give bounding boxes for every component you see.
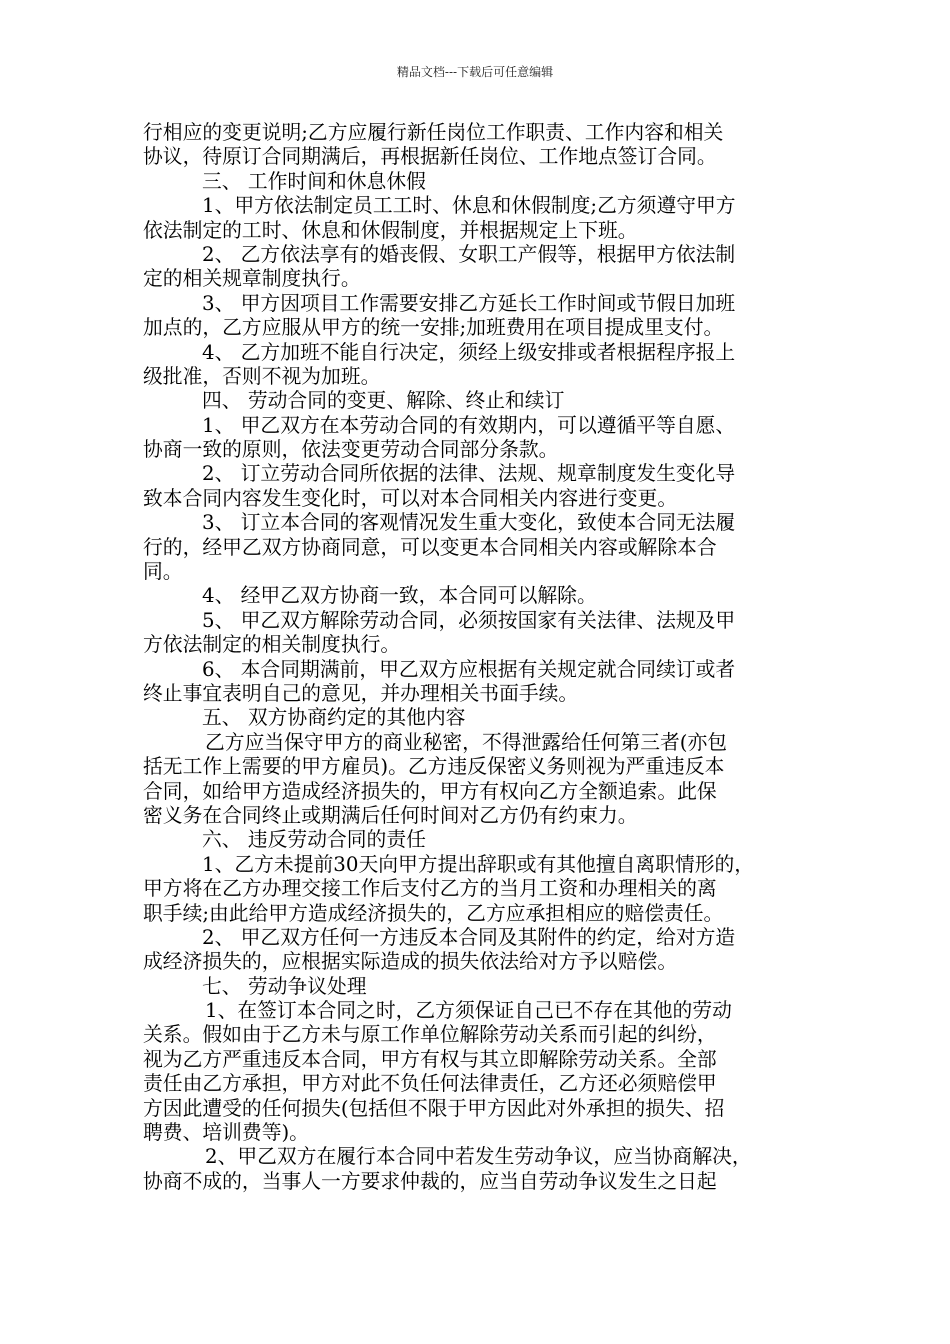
text-line: 致本合同内容发生变化时，可以对本合同相关内容进行变更。	[143, 486, 678, 510]
text-line: 四、 劳动合同的变更、解除、终止和续订	[202, 389, 565, 413]
text-line: 1、乙方未提前30天向甲方提出辞职或有其他擅自离职情形的，	[202, 852, 755, 876]
text-line: 合同，如给甲方造成经济损失的，甲方有权向乙方全额追索。此保	[143, 779, 717, 803]
text-line: 级批准，否则不视为加班。	[143, 364, 381, 388]
text-line: 2、 订立劳动合同所依据的法律、法规、规章制度发生变化导	[202, 462, 736, 486]
text-line: 关系。假如由于乙方未与原工作单位解除劳动关系而引起的纠纷，	[143, 1023, 717, 1047]
text-line: 七、 劳动争议处理	[202, 974, 367, 998]
text-line: 1、在签订本合同之时，乙方须保证自己已不存在其他的劳动	[205, 999, 732, 1023]
text-line: 成经济损失的，应根据实际造成的损失依法给对方予以赔偿。	[143, 950, 678, 974]
text-line: 6、 本合同期满前，甲乙双方应根据有关规定就合同续订或者	[202, 657, 736, 681]
text-line: 三、 工作时间和休息休假	[202, 169, 426, 193]
text-line: 3、 订立本合同的客观情况发生重大变化，致使本合同无法履	[202, 511, 736, 535]
text-line: 方因此遭受的任何损失(包括但不限于甲方因此对外承担的损失、招	[143, 1096, 725, 1120]
text-line: 乙方应当保守甲方的商业秘密，不得泄露给任何第三者(亦包	[205, 730, 728, 754]
text-line: 1、 甲乙双方在本劳动合同的有效期内，可以遵循平等自愿、	[202, 413, 736, 437]
text-line: 3、 甲方因项目工作需要安排乙方延长工作时间或节假日加班	[202, 291, 736, 315]
text-line: 方依法制定的相关制度执行。	[143, 633, 401, 657]
text-line: 4、 经甲乙双方协商一致，本合同可以解除。	[202, 584, 597, 608]
text-line: 2、 甲乙双方任何一方违反本合同及其附件的约定，给对方造	[202, 925, 736, 949]
text-line: 协商不成的，当事人一方要求仲裁的，应当自劳动争议发生之日起	[143, 1169, 717, 1193]
text-line: 行相应的变更说明;乙方应履行新任岗位工作职责、工作内容和相关	[143, 121, 724, 144]
text-line: 责任由乙方承担，甲方对此不负任何法律责任，乙方还必须赔偿甲	[143, 1072, 717, 1096]
page-header: 精品文档---下载后可任意编辑	[396, 65, 554, 79]
text-line: 密义务在合同终止或期满后任何时间对乙方仍有约束力。	[143, 803, 638, 827]
text-line: 括无工作上需要的甲方雇员)。乙方违反保密义务则视为严重违反本	[143, 755, 725, 779]
text-line: 4、 乙方加班不能自行决定，须经上级安排或者根据程序报上	[202, 340, 736, 364]
text-line: 六、 违反劳动合同的责任	[202, 828, 426, 852]
text-line: 甲方将在乙方办理交接工作后支付乙方的当月工资和办理相关的离	[143, 877, 717, 901]
text-line: 协议，待原订合同期满后，再根据新任岗位、工作地点签订合同。	[143, 145, 717, 169]
text-line: 行的，经甲乙双方协商同意，可以变更本合同相关内容或解除本合	[143, 535, 717, 559]
text-line: 加点的，乙方应服从甲方的统一安排;加班费用在项目提成里支付。	[143, 316, 724, 340]
text-line: 1、甲方依法制定员工工时、休息和休假制度;乙方须遵守甲方	[202, 194, 736, 218]
text-line: 定的相关规章制度执行。	[143, 267, 361, 291]
text-line: 聘费、培训费等)。	[143, 1121, 309, 1145]
text-line: 协商一致的原则，依法变更劳动合同部分条款。	[143, 438, 559, 462]
text-line: 职手续;由此给甲方造成经济损失的，乙方应承担相应的赔偿责任。	[143, 901, 724, 925]
text-line: 2、 乙方依法享有的婚丧假、女职工产假等，根据甲方依法制	[202, 242, 736, 266]
text-line: 五、 双方协商约定的其他内容	[202, 706, 466, 730]
text-line: 终止事宜表明自己的意见，并办理相关书面手续。	[143, 681, 579, 705]
document-body	[143, 121, 811, 1194]
text-line: 视为乙方严重违反本合同，甲方有权与其立即解除劳动关系。全部	[143, 1047, 717, 1071]
text-line: 同。	[143, 560, 183, 584]
text-line: 2、甲乙双方在履行本合同中若发生劳动争议，应当协商解决，	[205, 1145, 752, 1169]
text-line: 5、 甲乙双方解除劳动合同，必须按国家有关法律、法规及甲	[202, 608, 736, 632]
text-line: 依法制定的工时、休息和休假制度，并根据规定上下班。	[143, 218, 638, 242]
